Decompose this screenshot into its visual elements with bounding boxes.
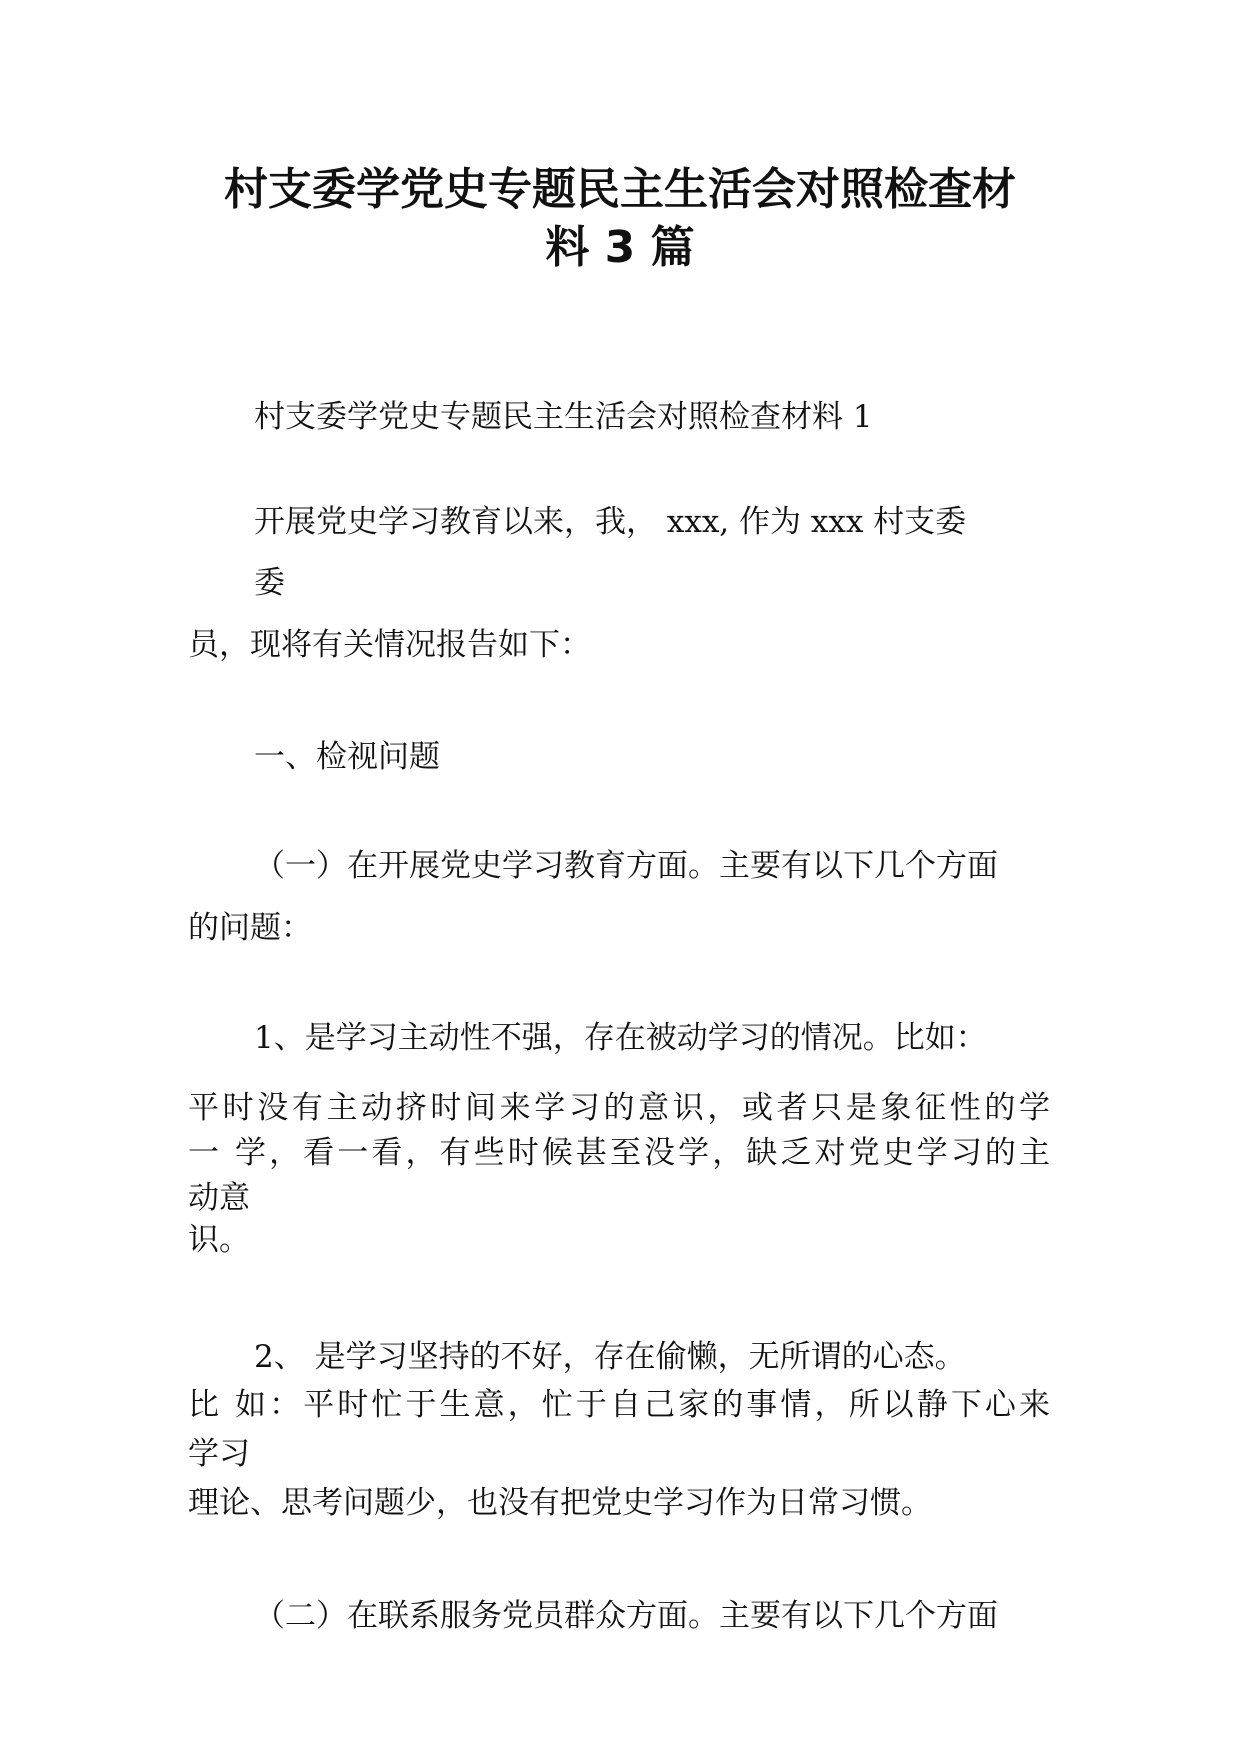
- subsection-1-line-1: （一）在开展党史学习教育方面。主要有以下几个方面: [254, 848, 998, 884]
- point-2-line-4: 理论、思考问题少，也没有把党史学习作为日常习惯。: [188, 1485, 932, 1521]
- point-2-line-1: 2、 是学习坚持的不好，存在偷懒，无所谓的心态。: [254, 1339, 966, 1375]
- point-2-line-3: 学习: [188, 1436, 250, 1472]
- heading-review-problems: 一、检视问题: [254, 739, 440, 775]
- section-subtitle: 村支委学党史专题民主生活会对照检查材料 1: [254, 399, 873, 435]
- intro-line-2: 委: [254, 565, 285, 601]
- point-1-line-2: 平时没有主动挤时间来学习的意识，或者只是象征性的学: [188, 1090, 1050, 1126]
- point-2-line-2: 比 如：平时忙于生意，忙于自己家的事情，所以静下心来: [188, 1387, 1050, 1423]
- point-1-line-4: 动意: [188, 1180, 250, 1216]
- subsection-1-line-2: 的问题：: [188, 910, 312, 946]
- document-title-line-1: 村支委学党史专题民主生活会对照检查材: [224, 164, 1016, 215]
- point-1-line-3: 一 学，看一看，有些时候甚至没学，缺乏对党史学习的主: [188, 1135, 1050, 1171]
- intro-line-1: 开展党史学习教育以来，我， xxx, 作为 xxx 村支委: [254, 504, 967, 540]
- intro-line-3: 员，现将有关情况报告如下：: [188, 627, 591, 663]
- point-1-line-1: 1、是学习主动性不强，存在被动学习的情况。比如：: [254, 1020, 987, 1056]
- subsection-2-line-1: （二）在联系服务党员群众方面。主要有以下几个方面: [254, 1598, 998, 1634]
- point-1-line-5: 识。: [188, 1222, 250, 1258]
- document-title-line-2: 料 3 篇: [545, 222, 695, 273]
